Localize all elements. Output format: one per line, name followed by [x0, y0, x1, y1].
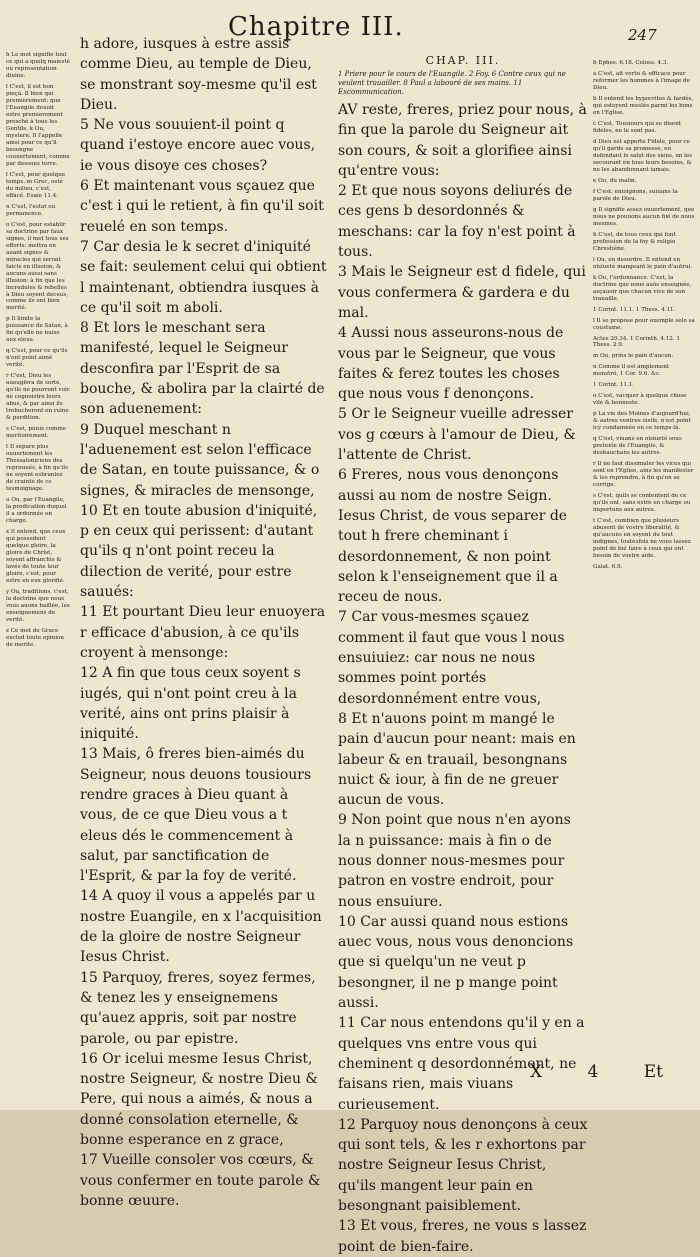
verse: 2 Et que nous soyons deliurés de ces gens b desordonnés & meschans: car la foy n'est point à tous.	[338, 183, 576, 261]
verse: 13 Mais, ô freres bien-aimés du Seigneur, nous deuons tousiours rendre graces à Dieu quant à vous, de ce que Dieu vous a t eleus dés le commencement à salut, par sanctification de l'Esprit, & par la foy de verité.	[80, 746, 312, 885]
margin-note: l Il se propose pour exemple selo sa coustume.	[593, 317, 695, 331]
margin-note: p La vie des Moines d'aujourd'hui, & autres ventres oisifs, n'est point icy condamnée en ce temps-là.	[593, 411, 691, 432]
right-text-column	[338, 52, 588, 1255]
margin-note: u Ou, par l'Euangile, la predication duquel il a ordonnée en charge.	[6, 497, 67, 525]
margin-note: z Ce mot de Grace exclud toute opinion de merite.	[6, 627, 65, 648]
margin-note: t Il separe plus ouuertement les Thessaloniciens des reprouués, à fin qu'ils ne soyent esbranlez de crainte de ce tesmoignage.	[6, 444, 68, 493]
page-number: 247	[628, 26, 657, 44]
verse: 5 Or le Seigneur vueille adresser vos g cœurs à l'amour de Dieu, & l'attente de Christ.	[338, 406, 576, 464]
right-margin-notes	[593, 60, 695, 1060]
verse: 12 A fin que tous ceux soyent s iugés, qui n'ont point creu à la verité, ains ont prins plaisir à iniquité.	[80, 665, 301, 743]
margin-note: g Il signifie assez ouuertement, que nous ne pouuons aucun bié de nous mesmes.	[593, 206, 695, 227]
margin-note: m Ou, prins le pain d'aucun.	[593, 353, 674, 360]
margin-note: q C'est, viuans en oisiueté sous pretexte de l'Euangile, & desbauchans les autres.	[593, 436, 682, 457]
margin-note: s C'est, quils se contentent de ce qu'ils ont, sans estre en charge ou importuns aux autres.	[593, 493, 691, 514]
margin-note: p Il limite la puissance de Satan, à fin qu'elle ne nuise aux eleus.	[6, 316, 68, 344]
margin-note: n C'est, l'estat ou permanence.	[6, 203, 56, 217]
verse: 11 Et pourtant Dieu leur enuoyera r efficace d'abusion, à ce qu'ils croyent à mensonge:	[80, 604, 326, 661]
margin-note: 1 Corint. 11.1.	[593, 382, 635, 389]
margin-note: r C'est, Dieu les aueuglera de sorte, qu'ils ne pourront voir ne cognoistre leurs abus, & par ainsi ils trebucheront en ruine & perdition.	[6, 373, 70, 422]
margin-note: h C'est, de tous ceux qui font profession de la foy & religio Chrestiéne.	[593, 231, 676, 252]
verse: 14 A quoy il vous a appelés par u nostre Euangile, en x l'acquisition de la gloire de nostre Seigneur Iesus Christ.	[80, 888, 322, 966]
verse: 17 Vueille consoler vos cœurs, & vous confermer en toute parole & bonne œuure.	[80, 1152, 321, 1209]
verse: 15 Parquoy, freres, soyez fermes, & tenez les y enseignemens qu'auez appris, soit par nostre parole, ou par epistre.	[80, 969, 316, 1047]
left-margin-notes	[6, 52, 70, 1052]
margin-note: i Ou, en desordre. Il entend en oisiueté mangeant le pain d'autrui.	[593, 256, 693, 270]
verse: 8 Et n'auons point m mangé le pain d'aucun pour neant: mais en labeur & en trauail, besongnans nuict & iour, à fin de ne greuer aucun de vous.	[338, 710, 576, 809]
margin-note: h Le mot signifie tout ce qui a quelq maiesté ou representation diuine.	[6, 52, 70, 79]
verse: 4 Aussi nous asseurons-nous de vous par le Seigneur, que vous faites & ferez toutes les choses que nous vous f denonçons.	[338, 325, 564, 403]
verse: 10 Car aussi quand nous estions auec vous, nous vous denoncions que si quelqu'un ne veut p besongner, il ne p mange point aussi.	[338, 913, 574, 1012]
verse: 11 Car nous entendons qu'il y en a quelques vns entre vous qui cheminent q desordonnément, ne faisans rien, mais viuans curieusement.	[338, 1015, 585, 1113]
margin-note: c C'est, Tousiours qui se disent fideles, ne le sont pas.	[593, 120, 682, 134]
verse: 13 Et vous, freres, ne vous s lassez point de bien-faire.	[338, 1218, 587, 1255]
verse: 12 Parquoy nous denonçons à ceux qui sont tels, & les r exhortons par nostre Seigneur Iesus Christ, qu'ils mangent leur pain en besongnant paisiblement.	[338, 1116, 588, 1215]
margin-note: Galat. 6.9.	[593, 564, 623, 571]
verse: 7 Car desia le k secret d'iniquité se fait: seulement celui qui obtient l maintenant, obtiendra iusques à ce qu'il soit m aboli.	[80, 238, 327, 316]
margin-note: b Il entend les hypocrites & fardés, qui estoyent meslés parmi les bons en l'Eglise.	[593, 95, 694, 116]
margin-note: f C'est, enioignons, suiuans la parole de Dieu.	[593, 188, 678, 202]
margin-note: e Ou, du malin.	[593, 177, 637, 184]
verse: 6 Freres, nous vous denonçons aussi au nom de nostre Seign. Iesus Christ, de vous separer de tout h frere cheminant i desordonnement, & non point selon k l'enseignement que il a receu de nous.	[338, 467, 568, 606]
margin-note: s C'est, punis comme meritoirement.	[6, 426, 67, 440]
verse: AV reste, freres, priez pour nous, à fin que la parole du Seigneur ait son cours, & soit a glorifiee ainsi qu'entre vous:	[338, 102, 587, 179]
verse: 10 Et en toute abusion d'iniquité, p en ceux qui perissent: d'autant qu'ils q n'ont point receu la dilection de verité, pour estre sauués:	[80, 502, 318, 601]
verse: 16 Or icelui mesme Iesus Christ, nostre Seigneur, & nostre Dieu & Pere, qui nous a aimés, & nous a donné consolation eternelle, & bonne esperance en z grace,	[80, 1050, 318, 1149]
margin-note: Actes 20.34. 1 Corinth. 4.12. 1 Thess. 2.9.	[593, 335, 680, 349]
verse: 5 Ne vous souuient-il point q quand i'estoye encore auec vous, ie vous disoye ces choses?	[80, 117, 316, 174]
verse: h adore, iusques à estre assis comme Dieu, au temple de Dieu, se monstrant soy-mesme qu'il est Dieu.	[80, 36, 317, 113]
verse: 9 Non point que nous n'en ayons la n puissance: mais à fin o de nous donner nous-mesmes pour patron en vostre endroit, pour nous ensuiure.	[338, 812, 571, 910]
right-column-body	[338, 100, 588, 1257]
signature-and-catchword: X 4 Et	[530, 1062, 663, 1082]
verse: 8 Et lors le meschant sera manifesté, lequel le Seigneur desconfira par l'Esprit de sa bouche, & abolira par la clairté de son aduenement:	[80, 320, 325, 418]
margin-note: o C'est, pour establir sa doctrine par faux signes, il met tous ses efforts: mettra en auant signes & miracles qui seront faicts en illusion, & aucuns aussi sans illusion: à fin que les incredules & rebelles à Dieu soyent deceus, comme ils ont bien merité.	[6, 221, 69, 312]
left-text-column	[80, 34, 328, 1209]
chapter-heading: CHAP. III.	[425, 54, 501, 67]
chapter-summary: 1 Priere pour le cours de l'Euangile. 2 Foy. 6 Contre ceux qui ne veulent trauailler. 8 Paul a labouré de ses mains. 11 Excommunication.	[338, 70, 566, 96]
margin-note: d Dieu est apperte Fidele, pour ce qu'il garde sa promesse, en defendant le salut des siens, en les secourant en tous leurs besoins, & ne les abandonnant iamais.	[593, 138, 693, 173]
margin-note: y Ou, traditions, c'est, la doctrine que nous vous auons baillée, les enseignemens de verité.	[6, 588, 70, 623]
margin-note: r Il ne faut dissimuler les vices qui sont en l'Eglise, ains les manifester & les reprendre, à fin qu'on se corrige.	[593, 461, 694, 489]
margin-note: q C'est, pour ce qu'ils n'ont point aimé verité.	[6, 348, 68, 369]
margin-note: x Il entend, que ceux qui possedent quelque gloire, la gloire de Christ, soyent affranchis & lavés de toute leur gloire, c'est, pour estre en eux glorifié.	[6, 529, 66, 584]
margin-note: l C'est, il est bon pieçà. Il bien qui premierement: que l'Euangile deuoit estre premierement presché à tous les Gentils. k Ou, mystere. Il l'appelle ainsi pour ce qu'il besongne couuertement, comme par dessous terre.	[6, 83, 70, 167]
verse: 7 Car vous-mesmes sçauez comment il faut que vous l nous ensuiuiez: car nous ne nous sommes point portés desordonnément entre vous,	[338, 609, 565, 707]
margin-note: a C'est, ait vertu & efficace pour reformer les hommes à l'image de Dieu.	[593, 70, 690, 91]
margin-note: o C'est, vacquer à quelque chose vile & honneste.	[593, 393, 687, 407]
margin-note: t C'est, combien que plusieurs abusent de vostre liberalité, & qu'aucuns en soyent du tout indignes, toutesfois ne vous lassez point de bié faire à ceux qui ont besoin de vostre aide.	[593, 518, 691, 560]
margin-note: 1 Corint. 11.1. 1 Thess. 4.11.	[593, 306, 676, 313]
running-header-title: Chapitre III.	[228, 12, 404, 42]
margin-note: b Ephes. 6.18. Coloss. 4.3.	[593, 60, 669, 66]
verse: 3 Mais le Seigneur est d fidele, qui vous confermera & gardera e du mal.	[338, 264, 586, 321]
verse: 6 Et maintenant vous sçauez que c'est i qui le retient, à fin qu'il soit reuelé en son temps.	[80, 178, 324, 235]
margin-note: l C'est, pour quelque temps. m Grec, osté du milieu, c'est, effacé. Esaie 11.4.	[6, 171, 66, 199]
margin-note: k Ou, l'ordonnance. C'est, la doctrine que nous auós enseignée, asçauoir que chacun vive de son trauaille.	[593, 274, 692, 302]
verse: 9 Duquel meschant n l'aduenement est selon l'efficace de Satan, en toute puissance, & o signes, & miracles de mensonge,	[80, 421, 320, 499]
margin-note: n Comme il est amplement monstré, 1 Cor. 9.6. &c.	[593, 364, 670, 378]
